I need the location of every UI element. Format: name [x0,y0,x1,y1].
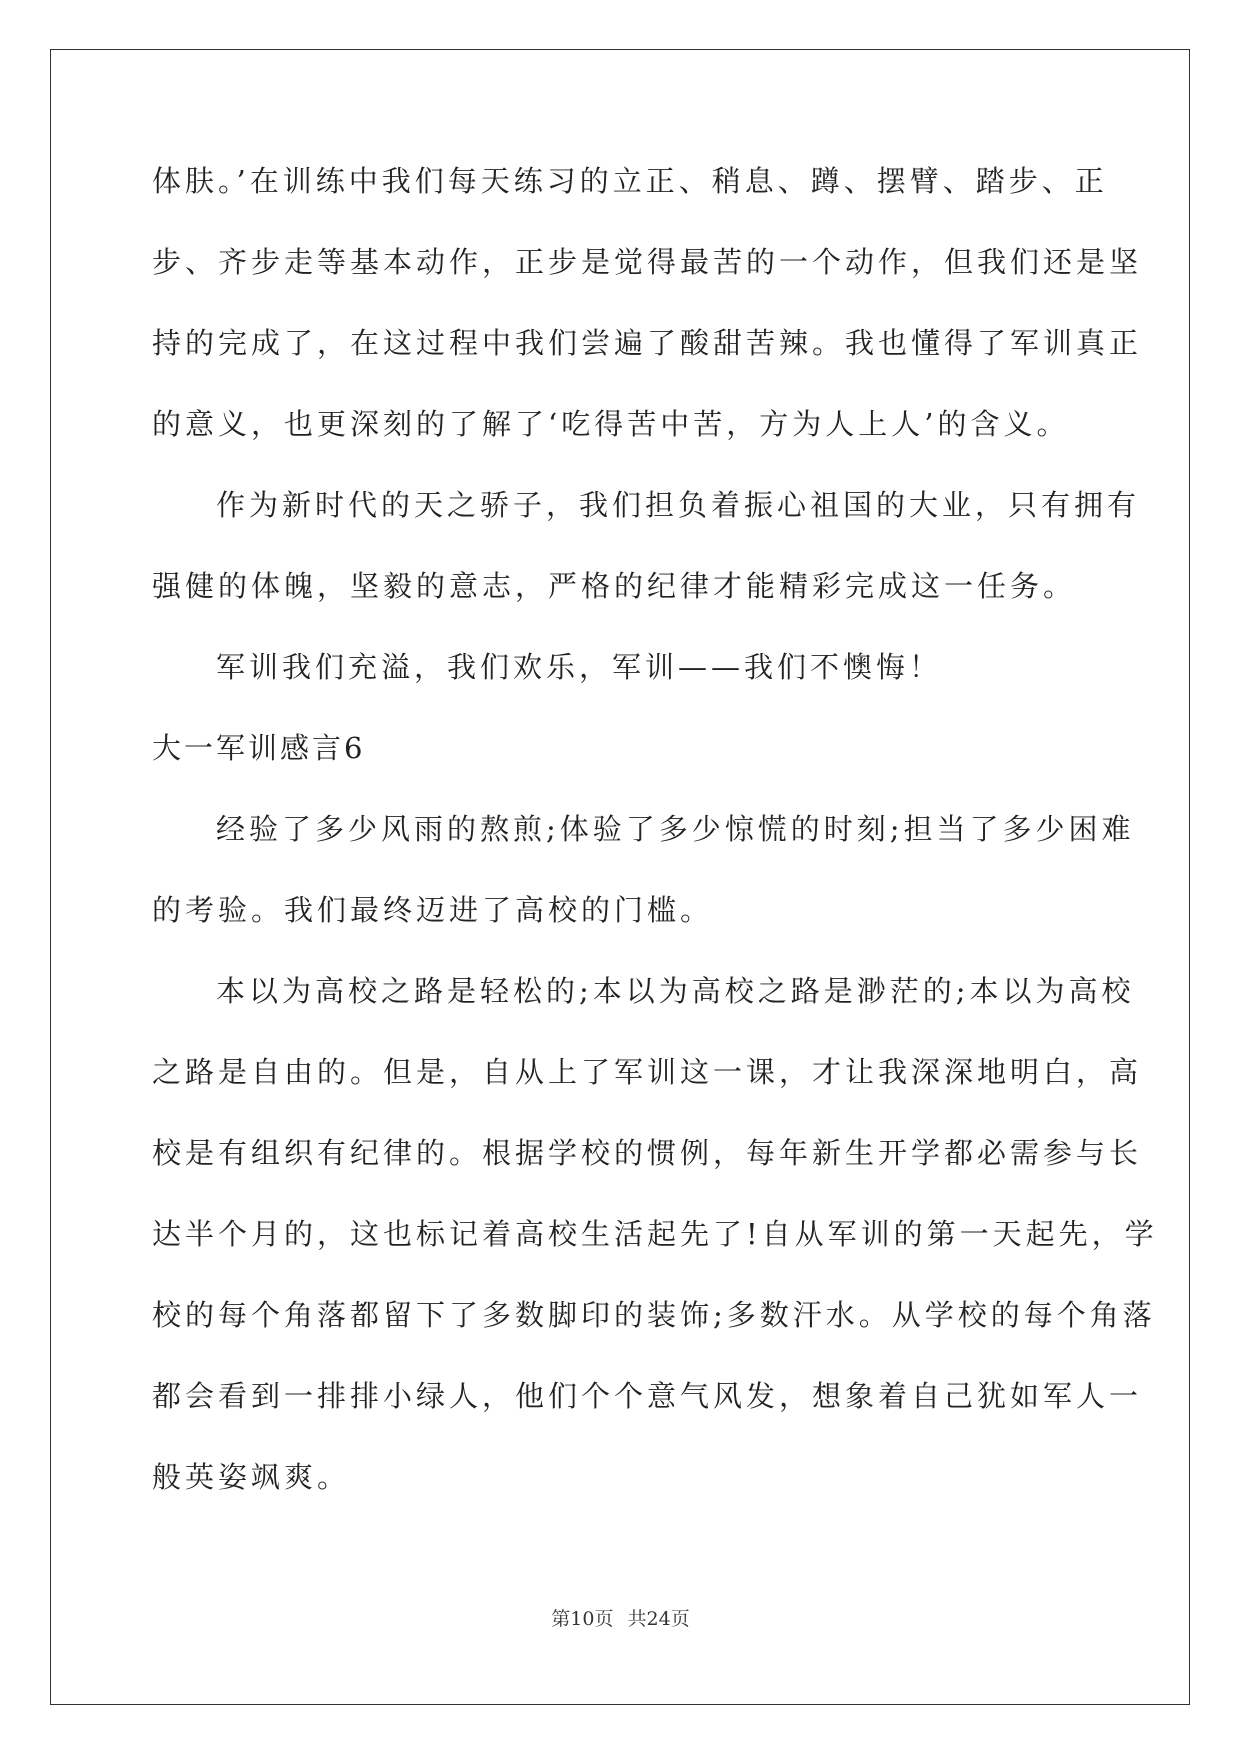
document-body [152,160,1158,1537]
text-line: 作为新时代的天之骄子，我们担负着振心祖国的大业，只有拥有 [216,488,1141,522]
text-line: 之路是自由的。但是，自从上了军训这一课，才让我深深地明白，高 [152,1055,1143,1089]
text-line: 强健的体魄，坚毅的意志，严格的纪律才能精彩完成这一任务。 [152,569,1077,603]
page-number: 第10页 [551,1608,614,1630]
text-line: 的考验。我们最终迈进了高校的门槛。 [152,893,714,927]
text-line: 都会看到一排排小绿人，他们个个意气风发，想象着自己犹如军人一 [152,1379,1143,1413]
text-line: 持的完成了，在这过程中我们尝遍了酸甜苦辣。我也懂得了军训真正 [152,326,1143,360]
text-line: 体肤。’在训练中我们每天练习的立正、稍息、蹲、摆臂、踏步、正 [152,164,1108,198]
text-line: 的意义，也更深刻的了解了‘吃得苦中苦，方为人上人’的含义。 [152,407,1070,441]
text-line: 校的每个角落都留下了多数脚印的装饰;多数汗水。从学校的每个角落 [152,1298,1156,1332]
page-footer [0,1604,1241,1631]
text-line: 达半个月的，这也标记着高校生活起先了!自从军训的第一天起先，学 [152,1217,1158,1251]
text-line: 校是有组织有纪律的。根据学校的惯例，每年新生开学都必需参与长 [152,1136,1143,1170]
text-line: 步、齐步走等基本动作，正步是觉得最苦的一个动作，但我们还是坚 [152,245,1143,279]
text-line: 本以为高校之路是轻松的;本以为高校之路是渺茫的;本以为高校 [216,974,1135,1008]
section-heading: 大一军训感言6 [152,731,366,765]
text-line: 经验了多少风雨的熬煎;体验了多少惊慌的时刻;担当了多少困难 [216,812,1135,846]
page-total: 共24页 [627,1608,690,1630]
text-line: 般英姿飒爽。 [152,1460,351,1494]
text-line: 军训我们充溢，我们欢乐，军训——我们不懊悔！ [216,650,943,684]
